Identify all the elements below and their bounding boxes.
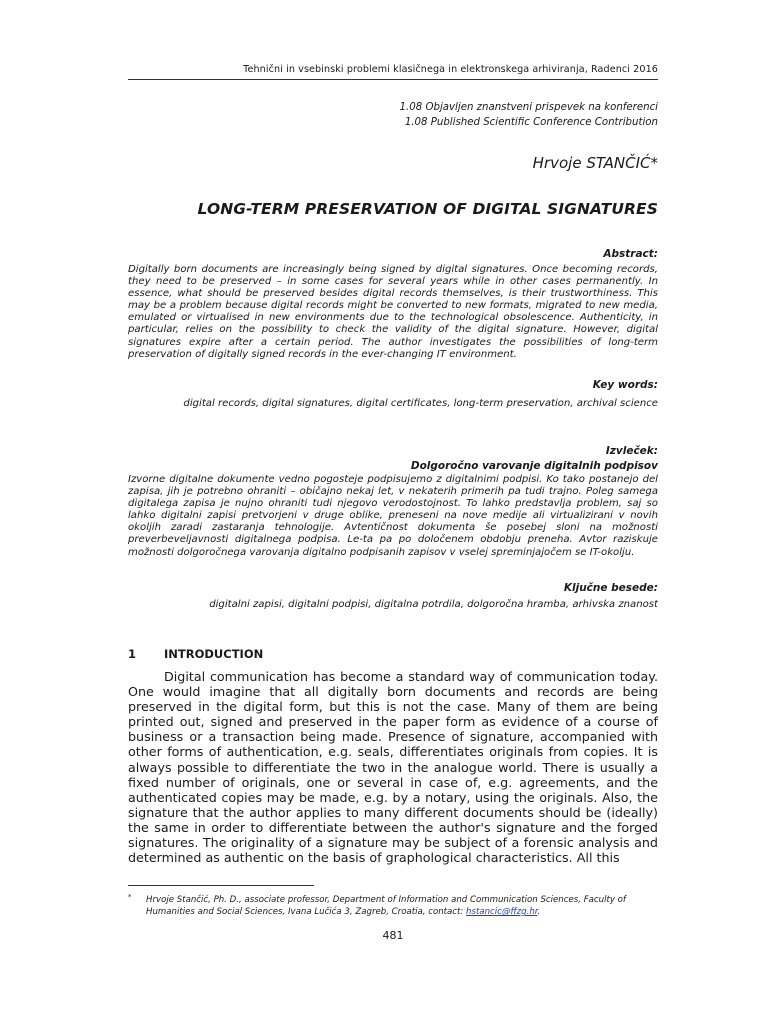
footnote-divider xyxy=(128,885,314,886)
keywords-text: digital records, digital signatures, digital certificates, long-term preservation, archival science xyxy=(183,398,658,409)
izvlecek-title: Dolgoročno varovanje digitalnih podpisov xyxy=(410,460,658,472)
category-english: 1.08 Published Scientific Conference Contribution xyxy=(404,117,658,128)
introduction-body xyxy=(128,669,658,865)
kljucne-label: Ključne besede: xyxy=(563,582,658,594)
section-number: 1 xyxy=(128,647,137,661)
kljucne-text: digitalni zapisi, digitalni podpisi, digitalna potrdila, dolgoročna hramba, arhivska znanost xyxy=(209,599,658,610)
author-name: Hrvoje STANČIĆ* xyxy=(532,154,658,172)
footnote-end: . xyxy=(537,907,541,917)
footnote-mark: * xyxy=(128,893,132,901)
keywords-label: Key words: xyxy=(592,379,658,391)
footnote-body xyxy=(128,894,658,918)
page-number: 481 xyxy=(382,929,404,942)
izvlecek-label: Izvleček: xyxy=(605,445,658,457)
footnote-text: Hrvoje Stančić, Ph. D., associate professor, Department of Information and Communication Sciences, Faculty of Humanities and Social Sciences, Ivana Lučića 3, Zagreb, Croatia, contact: xyxy=(146,895,626,917)
running-header: Tehnični in vsebinski problemi klasičnega in elektronskega arhiviranja, Radenci 2016 xyxy=(128,64,658,80)
introduction-paragraph: Digital communication has become a standard way of communication today. One would imagine that all digitally born documents and records are being preserved in the digital form, but this is not the case. Many of them are being printed out, signed and preserved in the paper form as evidence of a course of business or a transaction being made. Presence of signature, accompanied with other forms of authentication, e.g. seals, differentiates originals from copies. It is always possible to differentiate the two in the analogue world. There is usually a fixed number of originals, one or several in case of, e.g. agreements, and the authenticated copies may be made, e.g. by a notary, using the originals. Also, the signature that the author applies to many different documents should be (ideally) the same in order to differentiate between the author's signature and the forged signatures. The originality of a signature may be subject of a forensic analysis and determined as authentic on the basis of graphological characteristics. All this xyxy=(128,669,658,866)
section-title: INTRODUCTION xyxy=(164,647,264,661)
footnote xyxy=(128,894,658,918)
izvlecek-text: Izvorne digitalne dokumente vedno pogosteje podpisujemo z digitalnimi podpisi. Ko tako postanejo del zapisa, jih je potrebno ohraniti – običajno nekaj let, v nekaterih primerih pa tudi trajno. Poleg samega digitalega zapisa je nujno ohraniti tudi njegovo verodostojnost. To lahko predstavlja problem, saj so lahko digitalni zapisi pretvorjeni v druge oblike, preneseni na nove medije ali virtualizirani v novih okoljih zaradi zastaranja tehnologije. Avtentičnost dokumenta še posebej sloni na možnosti preverbeveljavnosti digitalnega podpisa. Le-ta pa po določenem obdobju preneha. Avtor raziskuje možnosti dolgoročnega varovanja digitalno podpisanih zapisov v vselej spreminjajočem se IT-okolju. xyxy=(128,474,658,558)
abstract-text: Digitally born documents are increasingly being signed by digital signatures. Once becoming records, they need to be preserved – in some cases for several years while in other cases permanently. In essence, what should be preserved besides digital records themselves, is their trustworthiness. This may be a problem because digital records might be converted to new formats, migrated to new media, emulated or virtualised in new environments due to the technological obsolescence. Authenticity, in particular, relies on the possibility to check the validity of the digital signature. However, digital signatures expire after a certain period. The author investigates the possibilities of long-term preservation of digitally signed records in the ever-changing IT environment. xyxy=(128,264,658,360)
paper-title: LONG-TERM PRESERVATION OF DIGITAL SIGNATURES xyxy=(197,200,658,218)
contact-email-link[interactable]: hstancic@ffzg.hr xyxy=(466,907,538,917)
abstract-label: Abstract: xyxy=(603,248,658,260)
publication-category xyxy=(400,100,658,130)
section-heading xyxy=(128,647,263,661)
category-slovene: 1.08 Objavljen znanstveni prispevek na konferenci xyxy=(399,102,658,113)
